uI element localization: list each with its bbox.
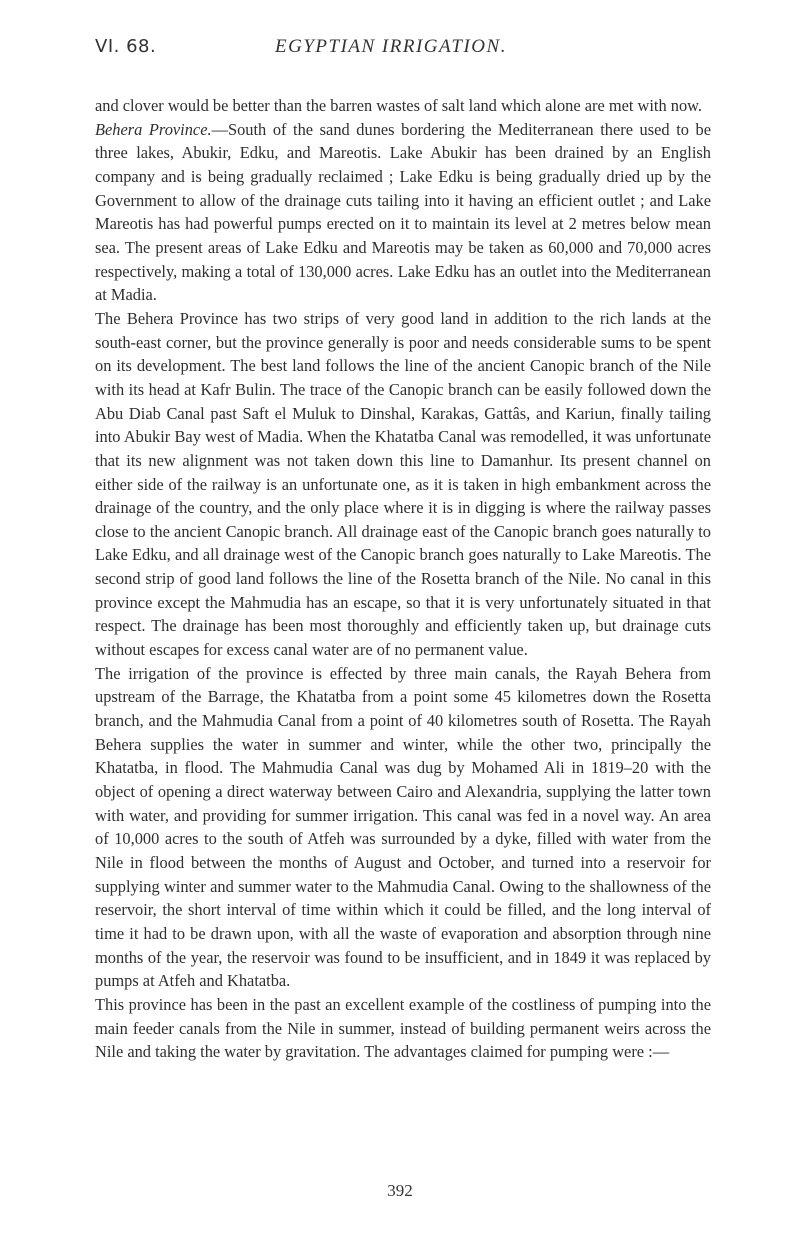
- paragraph-text: The Behera Province has two strips of very good land in addition to the rich lands at the south-east corner, but the province generally is poor and needs considerable sums to be spent on its development. The best land follows the line of the ancient Canopic branch of the Nile with its head at Kafr Bulin. The trace of the Canopic branch can be easily followed down the Abu Diab Canal past Saft el Muluk to Dinshal, Karakas, Gattâs, and Kariun, finally tailing into Abukir Bay west of Madia. When the Khatatba Canal was remodelled, it was unfortunate that its new alignment was not taken down this line to Damanhur. Its present channel on either side of the railway is an unfortunate one, as it is taken in high embankment across the drainage of the country, and the only place where it is in digging is where the railway passes close to the ancient Canopic branch. All drainage east of the Canopic branch goes naturally to Lake Edku, and all drainage west of the Canopic branch goes naturally to Lake Mareotis. The second strip of good land follows the line of the Rosetta branch of the Nile. No canal in this province except the Mahmudia has an escape, so that it is very unfortunately situated in that respect. The drainage has been most thoroughly and efficiently taken up, but drainage cuts without escapes for excess canal water are of no permanent value.: [95, 308, 711, 660]
- paragraph: [95, 94, 711, 118]
- paragraph: [95, 118, 711, 307]
- paragraph-text: This province has been in the past an excellent example of the costliness of pumping into the main feeder canals from the Nile in summer, instead of building permanent weirs across the Nile and taking the water by gravitation. The advantages claimed for pumping were :—: [95, 994, 711, 1062]
- body-text: [95, 94, 711, 1064]
- paragraph-text: The irrigation of the province is effected by three main canals, the Rayah Behera from upstream of the Barrage, the Khatatba from a point some 45 kilometres down the Rosetta branch, and the Mahmudia Canal from a point of 40 kilometres south of Rosetta. The Rayah Behera supplies the water in summer and winter, while the other two, principally the Khatatba, in flood. The Mahmudia Canal was dug by Mohamed Ali in 1819–20 with the object of opening a direct waterway between Cairo and Alexandria, supplying the latter town with water, and providing for summer irrigation. This canal was fed in a novel way. An area of 10,000 acres to the south of Atfeh was surrounded by a dyke, filled with water from the Nile in flood between the months of August and October, and turned into a reservoir for supplying winter and summer water to the Mahmudia Canal. Owing to the shallowness of the reservoir, the short interval of time within which it could be filled, and the long interval of time it had to be drawn upon, with all the waste of evaporation and absorption through nine months of the year, the reservoir was found to be insufficient, and in 1849 it was replaced by pumps at Atfeh and Khatatba.: [95, 663, 711, 991]
- paragraph: [95, 993, 711, 1064]
- paragraph-text: and clover would be better than the barren wastes of salt land which alone are met with now.: [95, 96, 703, 115]
- running-header: [95, 36, 715, 80]
- running-title: EGYPTIAN IRRIGATION.: [275, 36, 507, 57]
- paragraph: [95, 662, 711, 993]
- paragraph-text: —South of the sand dunes bordering the Mediterranean there used to be three lakes, Abukir, Edku, and Mareotis. Lake Abukir has been drained by an English company and is being gradually reclaimed ; Lake Edku is being gradually dried up by the Government to allow of the drainage cuts tailing into it having an efficient outlet ; and Lake Mareotis has had powerful pumps erected on it to maintain its level at 2 metres below mean sea. The present areas of Lake Edku and Mareotis may be taken as 60,000 and 70,000 acres respectively, making a total of 130,000 acres. Lake Edku has an outlet into the Mediterranean at Madia.: [95, 119, 711, 305]
- section-number: VI. 68.: [95, 36, 157, 57]
- page-number: 392: [387, 1181, 413, 1200]
- paragraph: [95, 307, 711, 662]
- section-heading: Behera Province.: [95, 119, 212, 139]
